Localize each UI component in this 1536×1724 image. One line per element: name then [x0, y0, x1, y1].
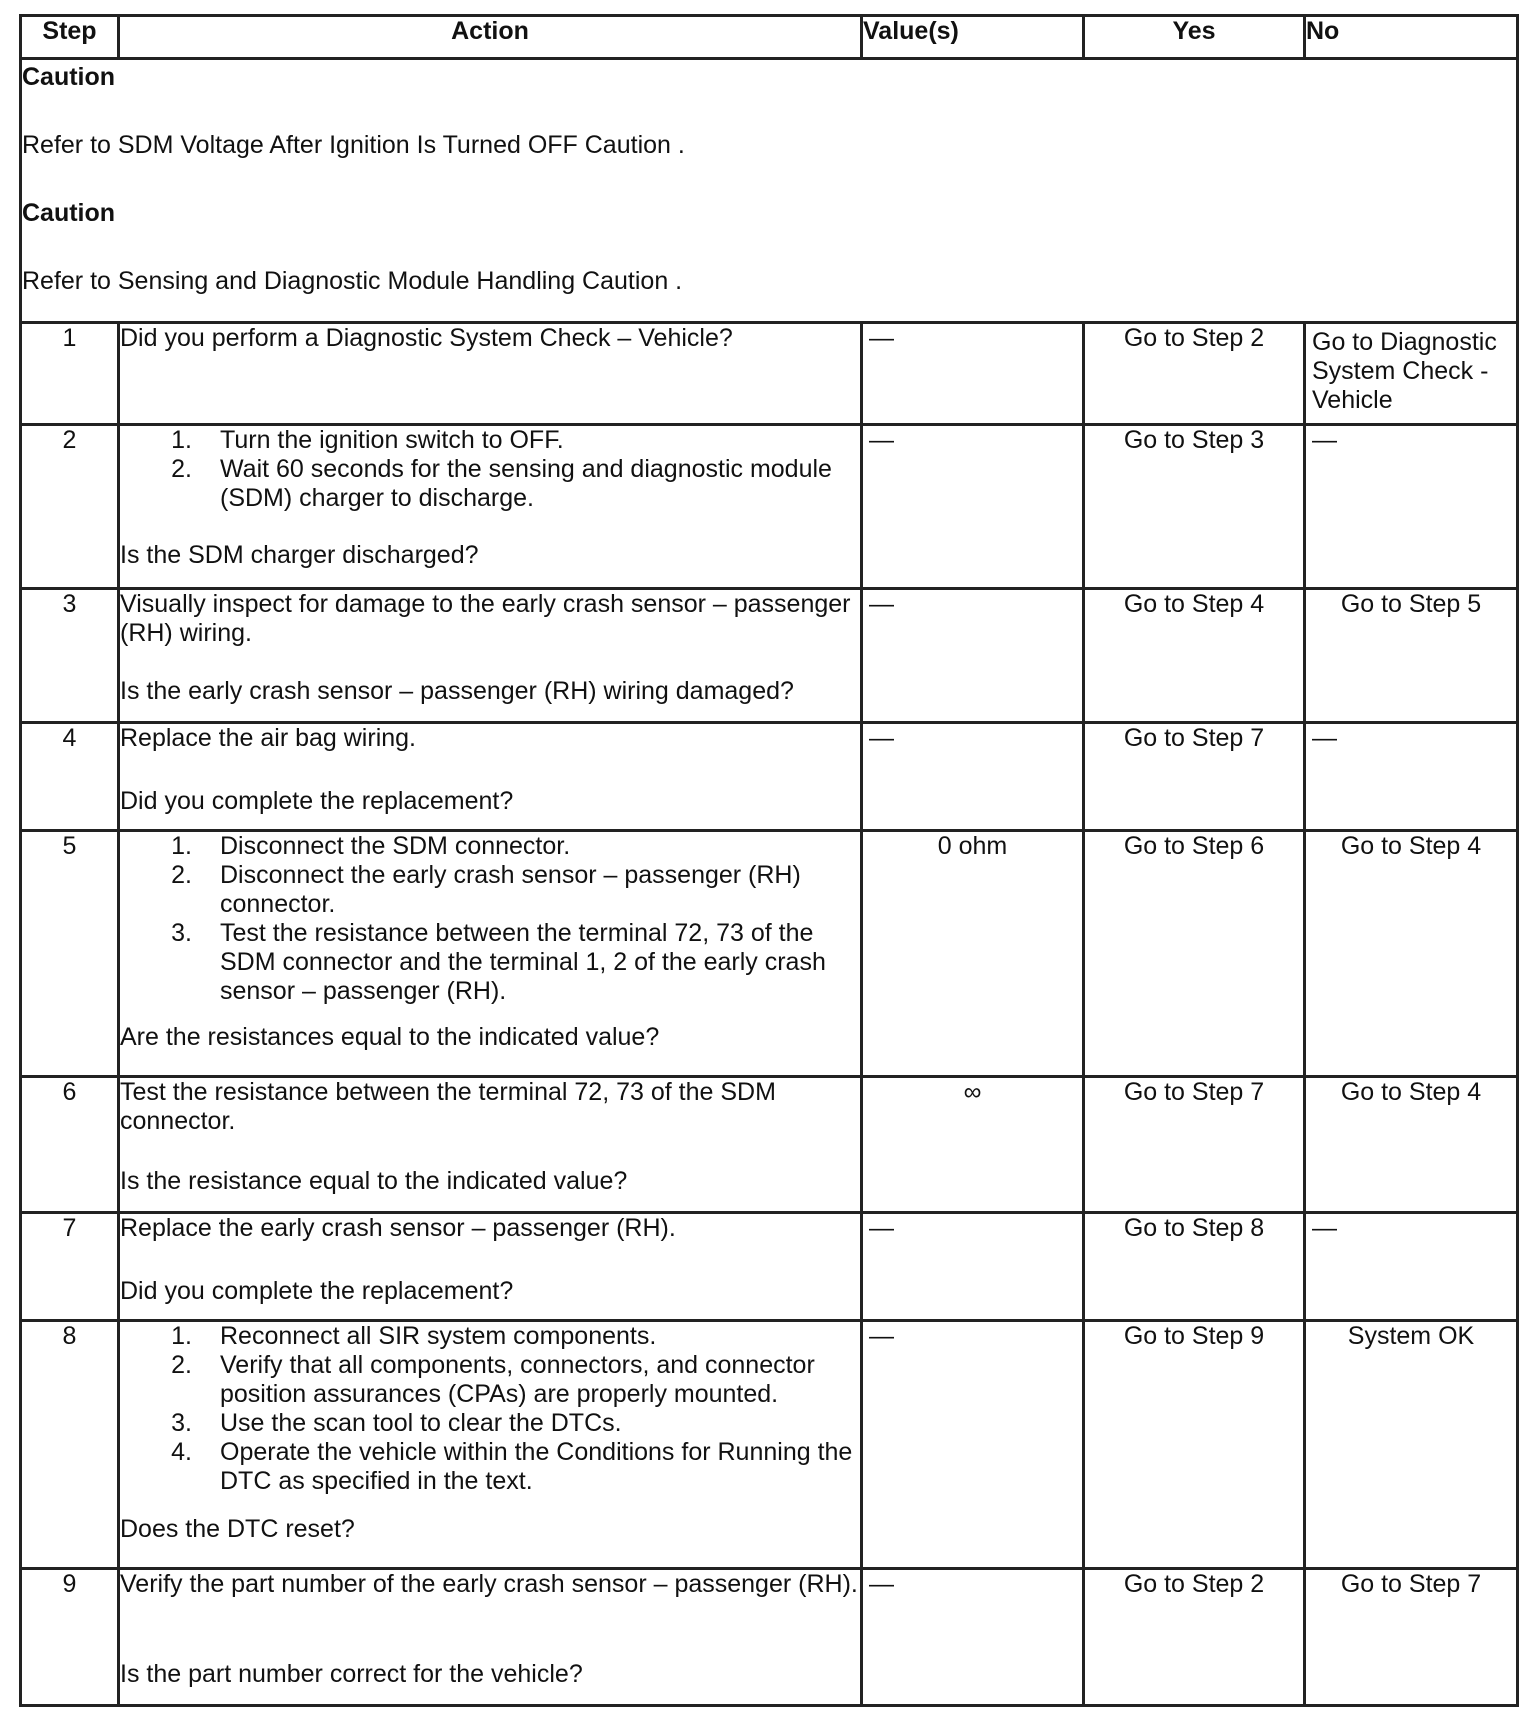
- action-question: Is the early crash sensor – passenger (RH) wiring damaged?: [120, 676, 794, 705]
- action-question: Did you complete the replacement?: [120, 786, 514, 815]
- diagnostic-table: [19, 14, 1519, 1707]
- action-text: Did you perform a Diagnostic System Check – Vehicle?: [120, 324, 733, 353]
- action-list-item: [120, 455, 860, 513]
- action-question: Is the part number correct for the vehicle?: [120, 1659, 583, 1688]
- step-number: 2: [21, 424, 119, 588]
- value-cell: —: [862, 424, 1084, 588]
- action-cell: [119, 1568, 862, 1705]
- action-text: Visually inspect for damage to the early crash sensor – passenger (RH) wiring.: [120, 589, 851, 647]
- action-question: Is the SDM charger discharged?: [120, 540, 479, 569]
- caution-row: [21, 59, 1518, 323]
- list-item-text: Wait 60 seconds for the sensing and diagnostic module (SDM) charger to discharge.: [220, 454, 832, 512]
- table-row: [21, 722, 1518, 830]
- table-row: [21, 830, 1518, 1076]
- step-number: 8: [21, 1320, 119, 1568]
- action-list-item: [120, 1351, 860, 1409]
- action-question: Is the resistance equal to the indicated value?: [120, 1166, 628, 1195]
- table-row: [21, 588, 1518, 722]
- action-list-item: [120, 919, 860, 1006]
- action-list-item: [120, 861, 860, 919]
- header-yes: Yes: [1084, 16, 1305, 59]
- yes-cell: Go to Step 6: [1084, 830, 1305, 1076]
- value-cell: —: [862, 1212, 1084, 1320]
- action-question: Are the resistances equal to the indicated value?: [120, 1022, 660, 1051]
- yes-cell: Go to Step 2: [1084, 1568, 1305, 1705]
- yes-cell: Go to Step 2: [1084, 323, 1305, 424]
- header-values: Value(s): [862, 16, 1084, 59]
- yes-cell: Go to Step 8: [1084, 1212, 1305, 1320]
- action-list-item: [120, 1322, 860, 1351]
- yes-cell: Go to Step 9: [1084, 1320, 1305, 1568]
- table-row: [21, 1212, 1518, 1320]
- step-number: 3: [21, 588, 119, 722]
- list-item-number: 2.: [171, 1350, 192, 1379]
- step-rows: [21, 323, 1518, 1706]
- yes-cell: Go to Step 3: [1084, 424, 1305, 588]
- no-cell: Go to Step 4: [1305, 1076, 1518, 1212]
- action-text: Verify the part number of the early crash sensor – passenger (RH).: [120, 1569, 858, 1598]
- list-item-text: Reconnect all SIR system components.: [220, 1321, 657, 1350]
- value-cell: 0 ohm: [862, 830, 1084, 1076]
- list-item-text: Turn the ignition switch to OFF.: [220, 425, 564, 454]
- no-cell: —: [1305, 424, 1518, 588]
- list-item-number: 1.: [171, 831, 192, 860]
- action-question: Did you complete the replacement?: [120, 1276, 514, 1305]
- action-text: Test the resistance between the terminal 72, 73 of the SDM connector.: [120, 1077, 776, 1135]
- table-row: [21, 1320, 1518, 1568]
- table-row: [21, 424, 1518, 588]
- list-item-text: Test the resistance between the terminal 72, 73 of the SDM connector and the terminal 1, 2 of the early crash sensor – passenger (RH).: [220, 918, 826, 1005]
- header-row: [21, 16, 1518, 59]
- caution-cell: [21, 59, 1518, 323]
- action-cell: [119, 1212, 862, 1320]
- action-cell: [119, 424, 862, 588]
- action-list-item: [120, 1438, 860, 1496]
- yes-cell: Go to Step 4: [1084, 588, 1305, 722]
- action-cell: [119, 722, 862, 830]
- list-item-number: 2.: [171, 454, 192, 483]
- action-text: Replace the air bag wiring.: [120, 723, 416, 752]
- no-cell: Go to Step 4: [1305, 830, 1518, 1076]
- header-no: No: [1305, 16, 1518, 59]
- no-cell: —: [1305, 1212, 1518, 1320]
- yes-cell: Go to Step 7: [1084, 722, 1305, 830]
- step-number: 5: [21, 830, 119, 1076]
- value-cell: ∞: [862, 1076, 1084, 1212]
- table-row: [21, 1568, 1518, 1705]
- step-number: 7: [21, 1212, 119, 1320]
- action-list: [120, 832, 860, 1006]
- value-cell: —: [862, 588, 1084, 722]
- action-question: Does the DTC reset?: [120, 1514, 355, 1543]
- list-item-text: Disconnect the SDM connector.: [220, 831, 571, 860]
- step-number: 9: [21, 1568, 119, 1705]
- table-row: [21, 323, 1518, 424]
- no-cell: —: [1305, 722, 1518, 830]
- table-row: [21, 1076, 1518, 1212]
- action-list-item: [120, 1409, 860, 1438]
- list-item-text: Verify that all components, connectors, and connector position assurances (CPAs) are properly mounted.: [220, 1350, 815, 1408]
- list-item-text: Operate the vehicle within the Conditions for Running the DTC as specified in the text.: [220, 1437, 853, 1495]
- no-cell: Go to Step 7: [1305, 1568, 1518, 1705]
- step-number: 6: [21, 1076, 119, 1212]
- caution-title: Caution: [22, 63, 116, 91]
- list-item-number: 1.: [171, 1321, 192, 1350]
- yes-cell: Go to Step 7: [1084, 1076, 1305, 1212]
- action-cell: [119, 588, 862, 722]
- list-item-number: 3.: [171, 1408, 192, 1437]
- list-item-number: 1.: [171, 425, 192, 454]
- list-item-text: Disconnect the early crash sensor – passenger (RH) connector.: [220, 860, 801, 918]
- action-list-item: [120, 426, 860, 455]
- caution-text: Refer to SDM Voltage After Ignition Is Turned OFF Caution .: [22, 131, 685, 159]
- action-cell: [119, 1320, 862, 1568]
- action-cell: [119, 1076, 862, 1212]
- action-cell: [119, 323, 862, 424]
- step-number: 4: [21, 722, 119, 830]
- header-action: Action: [119, 16, 862, 59]
- action-text: Replace the early crash sensor – passenger (RH).: [120, 1213, 676, 1242]
- no-cell: Go to Step 5: [1305, 588, 1518, 722]
- action-list: [120, 426, 860, 513]
- list-item-number: 3.: [171, 918, 192, 947]
- value-cell: —: [862, 1568, 1084, 1705]
- action-cell: [119, 830, 862, 1076]
- list-item-number: 2.: [171, 860, 192, 889]
- no-cell: Go to Diagnostic System Check - Vehicle: [1305, 323, 1518, 424]
- value-cell: —: [862, 1320, 1084, 1568]
- list-item-number: 4.: [171, 1437, 192, 1466]
- caution-text: Refer to Sensing and Diagnostic Module Handling Caution .: [22, 267, 683, 295]
- list-item-text: Use the scan tool to clear the DTCs.: [220, 1408, 622, 1437]
- value-cell: —: [862, 722, 1084, 830]
- action-list: [120, 1322, 860, 1496]
- header-step: Step: [21, 16, 119, 59]
- value-cell: —: [862, 323, 1084, 424]
- no-cell: System OK: [1305, 1320, 1518, 1568]
- action-list-item: [120, 832, 860, 861]
- step-number: 1: [21, 323, 119, 424]
- caution-title: Caution: [22, 199, 116, 227]
